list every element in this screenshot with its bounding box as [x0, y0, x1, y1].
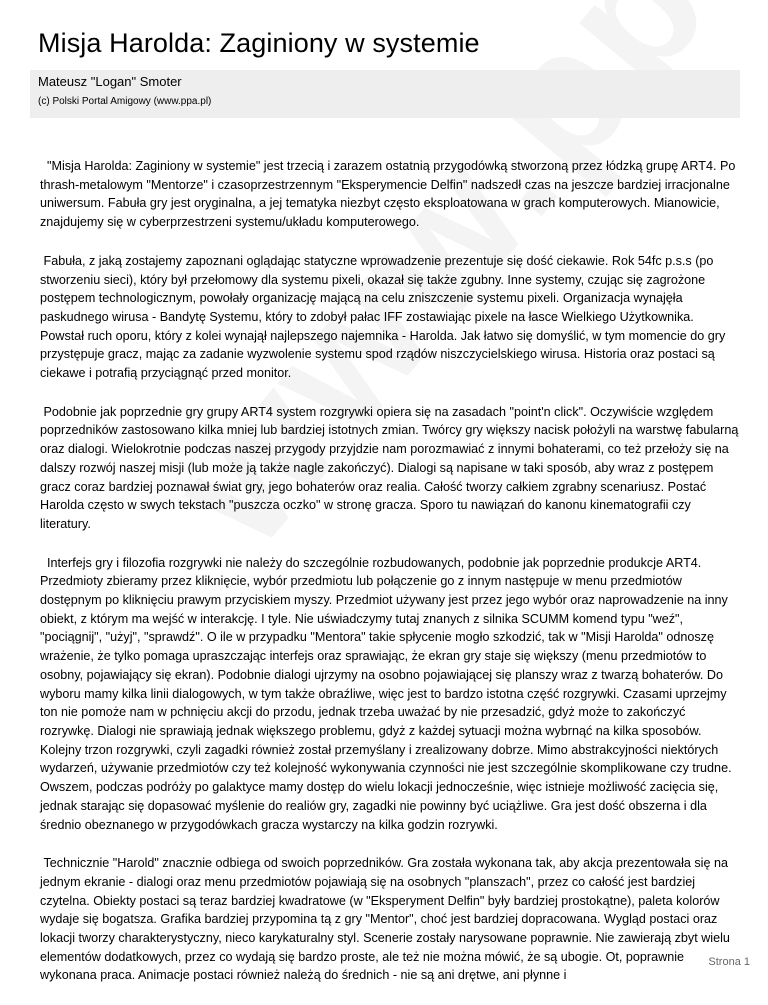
- paragraph-2: Fabuła, z jaką zostajemy zapoznani oglądając statyczne wprowadzenie prezentuje się dość ciekawie. Rok 54fc p.s.s (po stworzeniu sieci), który był przełomowy dla systemu pixeli, okazał się także zgubny. Inne systemy, czując się zagrożone postępem technologicznym, powołały organizację mającą na celu zniszczenie systemu pixeli. Organizacja wynajęła paskudnego wirusa - Bandytę Systemu, który to zdobył pałac IFF zostawiając pixele na łasce Wielkiego Użytkownika. Powstał ruch oporu, który z kolei wynajął najlepszego najemnika - Harolda. Jak łatwo się domyślić, w tym momencie do gry przystępuje gracz, mając za zadanie wyzwolenie systemu spod rządów niszczycielskiego wirusa. Historia oraz postaci są ciekawe i potrafią przyciągnąć przed monitor.: [40, 253, 729, 381]
- paragraph-3: Podobnie jak poprzednie gry grupy ART4 system rozgrywki opiera się na zasadach "point'n click". Oczywiście względem poprzedników zastosowano kilka mniej lub bardziej istotnych zmian. Twórcy gry większy nacisk położyli na warstwę fabularną oraz dialogi. Wielokrotnie podczas naszej przygody przyjdzie nam porozmawiać z innymi bohaterami, co też przełoży się na dalszy rozwój naszej misji (lub może ją także nagle zakończyć). Dialogi są napisane w taki sposób, aby wraz z postępem gracz coraz bardziej poznawał świat gry, jego bohaterów oraz realia. Całość tworzy całkiem zgrabny scenariusz. Postać Harolda często w swych tekstach "puszcza oczko" w stronę gracza. Sporo tu nawiązań do kanonu kinematografii czy literatury.: [40, 404, 742, 531]
- meta-box: [30, 70, 740, 118]
- paragraph-4: Interfejs gry i filozofia rozgrywki nie należy do szczególnie rozbudowanych, podobnie jak poprzednie produkcje ART4. Przedmioty zbieramy przez kliknięcie, wybór przedmiotu lub połączenie go z innym następuje w menu przedmiotów dostępnym po kliknięciu prawym przyciskiem myszy. Przedmiot używany jest przez jego wybór oraz naprowadzenie na inny obiekt, z którym ma wejść w interakcję. I tyle. Nie uświadczymy tutaj znanych z silnika SCUMM komend typu "weź", "pociągnij", "użyj", "sprawdź". O ile w przypadku "Mentora" takie spłycenie mogło szkodzić, tak w "Misji Harolda" odnoszę wrażenie, że tylko pomaga upraszczając interfejs oraz sprawiając, że ekran gry staje się większy (menu przedmiotów to osobny, pojawiający się ekran). Podobnie dialogi ujrzymy na osobno pojawiającej się planszy wraz z twarzą bohaterów. Do wyboru mamy kilka linii dialogowych, w tym także obraźliwe, więc jest to bardzo istotna część rozgrywki. Czasami uprzejmy ton nie pomoże nam w pchnięciu akcji do przodu, jednak trzeba uważać by nie przesadzić, gdyż może to zakończyć rozrywkę. Dialogi nie sprawiają jednak większego problemu, gdyż z każdej sytuacji można wybrnąć na kilka sposobów. Kolejny trzon rozgrywki, czyli zagadki również został przemyślany i zrealizowany dobrze. Mimo abstrakcyjności niektórych wydarzeń, używanie przedmiotów czy też kolejność wykonywania czynności nie jest szczególnie skomplikowane czy trudne. Owszem, podczas podróży po galaktyce mamy dostęp do wielu lokacji jednocześnie, więc istnieje możliwość zacięcia się, jednak starając się dopasować myślenie do realiów gry, zagadki nie powinny być uciążliwe. Gra jest dość obszerna i dla średnio obeznanego w przygodówkach gracza wystarczy na kilka godzin rozrywki.: [40, 555, 736, 832]
- article-body: [40, 157, 740, 1005]
- document-title: Misja Harolda: Zaginiony w systemie: [38, 28, 480, 58]
- copyright: (c) Polski Portal Amigowy (www.ppa.pl): [38, 96, 212, 107]
- page-number: Strona 1: [708, 956, 750, 968]
- paragraph-1: "Misja Harolda: Zaginiony w systemie" jest trzecią i zarazem ostatnią przygodówką stworzoną przez łódzką grupę ART4. Po thrash-metalowym "Mentorze" i czasoprzestrzennym "Eksperymencie Delfin" nadszedł czas na jeszcze bardziej irracjonalne uniwersum. Fabuła gry jest oryginalna, a jej tematyka niezbyt często eksploatowana w grach komputerowych. Mianowicie, znajdujemy się w cyberprzestrzeni systemu/układu komputerowego.: [40, 159, 739, 230]
- author: Mateusz "Logan" Smoter: [38, 74, 182, 89]
- paragraph-5: Technicznie "Harold" znacznie odbiega od swoich poprzedników. Gra została wykonana tak, aby akcja prezentowała się na jednym ekranie - dialogi oraz menu przedmiotów pojawiają się na osobnych "planszach", przez co całość jest bardziej czytelna. Obiekty postaci są teraz bardziej kwadratowe (w "Eksperyment Delfin" były bardziej prostokątne), paleta kolorów wydaje się bogatsza. Grafika bardziej przypomina tą z gry "Mentor", choć jest bardziej dopracowana. Wygląd postaci oraz lokacji tworzy charakterystyczny, nieco karykaturalny styl. Scenerie zostały narysowane poprawnie. Nie zawierają zbyt wielu elementów dodatkowych, przez co wydają się bardzo proste, ale też nie można mówić, że są ubogie. Ot, poprawnie wykonana praca. Animacje postaci również należą do średnich - nie są ani drętwe, ani płynne i: [40, 856, 734, 983]
